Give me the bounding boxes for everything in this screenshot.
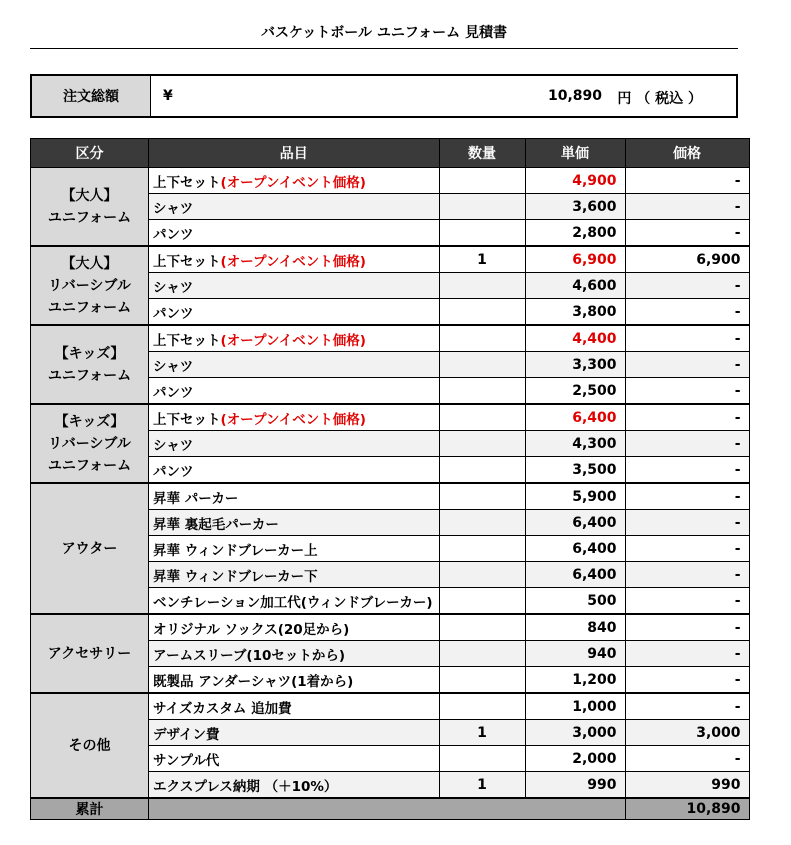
- category-label-line: 【キッズ】: [54, 413, 125, 430]
- item-name-cell: [149, 693, 440, 720]
- item-name: ベンチレーション加工代(ウィンドブレーカー): [153, 594, 433, 611]
- document-title: バスケットボール ユニフォーム 見積書: [260, 25, 508, 41]
- item-name-cell: [149, 510, 440, 536]
- quantity-cell: [439, 220, 525, 247]
- category-cell: [31, 404, 149, 483]
- item-name-cell: [149, 772, 440, 799]
- item-name: 昇華 ウィンドブレーカー下: [153, 568, 318, 585]
- item-name-cell: [149, 588, 440, 615]
- quantity-cell: [439, 352, 525, 378]
- category-label-line: ユニフォーム: [47, 209, 132, 226]
- price-cell: -: [625, 667, 749, 694]
- item-name: 上下セット: [153, 332, 221, 349]
- category-cell: [31, 246, 149, 325]
- unit-price-cell: 4,300: [525, 431, 625, 457]
- header-category: 区分: [31, 139, 149, 168]
- price-cell: -: [625, 404, 749, 431]
- category-label-line: 【大人】: [61, 255, 118, 272]
- price-cell: -: [625, 168, 749, 194]
- quantity-cell: 1: [439, 720, 525, 746]
- item-name: シャツ: [153, 200, 194, 217]
- item-name: パンツ: [153, 226, 194, 243]
- quantity-cell: [439, 457, 525, 484]
- category-label-line: リバーシブル: [48, 435, 131, 452]
- category-label-line: リバーシブル: [48, 277, 131, 294]
- event-price-note: (オープンイベント価格): [220, 411, 366, 428]
- item-name: シャツ: [153, 437, 194, 454]
- price-cell: -: [625, 220, 749, 247]
- price-cell: -: [625, 431, 749, 457]
- category-cell: [31, 325, 149, 404]
- order-total-unit: 円 （ 税込 ）: [617, 91, 702, 107]
- unit-price-cell: 4,600: [525, 273, 625, 299]
- item-name-cell: [149, 220, 440, 247]
- total-row: [31, 798, 750, 820]
- price-cell: -: [625, 299, 749, 326]
- title-divider: [30, 48, 738, 49]
- price-cell: -: [625, 562, 749, 588]
- price-cell: -: [625, 352, 749, 378]
- unit-price-cell: 840: [525, 614, 625, 641]
- table-row: [31, 168, 750, 194]
- price-cell: -: [625, 536, 749, 562]
- quantity-cell: [439, 746, 525, 772]
- item-name-cell: [149, 431, 440, 457]
- item-name: 上下セット: [153, 253, 221, 270]
- item-name-cell: [149, 536, 440, 562]
- item-name: 上下セット: [153, 411, 221, 428]
- price-cell: -: [625, 693, 749, 720]
- item-name: パンツ: [153, 384, 194, 401]
- category-cell: [31, 168, 149, 247]
- total-label: 累計: [31, 798, 149, 820]
- item-name: サイズカスタム 追加費: [153, 700, 292, 717]
- category-cell: [31, 693, 149, 798]
- unit-price-cell: 6,400: [525, 562, 625, 588]
- price-cell: -: [625, 614, 749, 641]
- unit-price-cell: 3,000: [525, 720, 625, 746]
- item-name-cell: [149, 325, 440, 352]
- item-name-cell: [149, 378, 440, 405]
- total-spacer: [149, 798, 626, 820]
- quantity-cell: [439, 378, 525, 405]
- order-total-amount: 10,890: [547, 88, 602, 104]
- quantity-cell: [439, 483, 525, 510]
- quantity-cell: [439, 588, 525, 615]
- category-label-line: ユニフォーム: [47, 299, 132, 316]
- quantity-cell: [439, 536, 525, 562]
- item-name-cell: [149, 273, 440, 299]
- item-name-cell: [149, 404, 440, 431]
- quantity-cell: [439, 641, 525, 667]
- unit-price-cell: 3,600: [525, 194, 625, 220]
- category-label-line: その他: [68, 737, 111, 754]
- category-label-line: ユニフォーム: [47, 367, 132, 384]
- item-name-cell: [149, 246, 440, 273]
- unit-price-cell: 2,000: [525, 746, 625, 772]
- event-price-note: (オープンイベント価格): [220, 253, 366, 270]
- price-cell: -: [625, 588, 749, 615]
- price-cell: 990: [625, 772, 749, 799]
- item-name: 昇華 パーカー: [153, 490, 239, 507]
- quantity-cell: 1: [439, 246, 525, 273]
- quantity-cell: [439, 404, 525, 431]
- price-cell: 6,900: [625, 246, 749, 273]
- quantity-cell: [439, 562, 525, 588]
- unit-price-cell: 6,400: [525, 510, 625, 536]
- price-cell: -: [625, 273, 749, 299]
- item-name: シャツ: [153, 279, 194, 296]
- price-cell: -: [625, 510, 749, 536]
- header-unit-price: 単価: [525, 139, 625, 168]
- item-name: 昇華 裏起毛パーカー: [153, 516, 279, 533]
- price-cell: -: [625, 378, 749, 405]
- item-name-cell: [149, 667, 440, 694]
- unit-price-cell: 3,800: [525, 299, 625, 326]
- unit-price-cell: 3,300: [525, 352, 625, 378]
- quantity-cell: [439, 273, 525, 299]
- unit-price-cell: 6,400: [525, 404, 625, 431]
- item-name-cell: [149, 641, 440, 667]
- header-item: 品目: [149, 139, 440, 168]
- quantity-cell: [439, 194, 525, 220]
- price-cell: -: [625, 746, 749, 772]
- total-value: 10,890: [625, 798, 749, 820]
- item-name: 上下セット: [153, 174, 221, 191]
- quote-table: [30, 138, 750, 820]
- item-name: エクスプレス納期 （＋10%）: [153, 778, 338, 795]
- table-row: [31, 614, 750, 641]
- category-label-line: 【大人】: [61, 187, 118, 204]
- item-name-cell: [149, 194, 440, 220]
- category-label-line: アクセサリー: [47, 645, 132, 662]
- table-row: [31, 404, 750, 431]
- unit-price-cell: 6,900: [525, 246, 625, 273]
- item-name-cell: [149, 168, 440, 194]
- item-name-cell: [149, 746, 440, 772]
- quantity-cell: [439, 431, 525, 457]
- event-price-note: (オープンイベント価格): [220, 174, 366, 191]
- item-name-cell: [149, 483, 440, 510]
- item-name: パンツ: [153, 463, 194, 480]
- quantity-cell: [439, 510, 525, 536]
- quantity-cell: [439, 667, 525, 694]
- table-row: [31, 325, 750, 352]
- quantity-cell: [439, 693, 525, 720]
- unit-price-cell: 4,400: [525, 325, 625, 352]
- item-name: サンプル代: [153, 752, 220, 769]
- category-cell: [31, 614, 149, 693]
- item-name: 既製品 アンダーシャツ(1着から): [153, 673, 354, 690]
- price-cell: -: [625, 483, 749, 510]
- item-name: アームスリーブ(10セットから): [153, 647, 346, 664]
- quantity-cell: [439, 325, 525, 352]
- item-name-cell: [149, 299, 440, 326]
- header-quantity: 数量: [439, 139, 525, 168]
- quantity-cell: [439, 614, 525, 641]
- unit-price-cell: 6,400: [525, 536, 625, 562]
- event-price-note: (オープンイベント価格): [220, 332, 366, 349]
- item-name: パンツ: [153, 305, 194, 322]
- item-name: オリジナル ソックス(20足から): [153, 621, 350, 638]
- price-cell: -: [625, 325, 749, 352]
- category-label-line: ユニフォーム: [47, 457, 132, 474]
- item-name-cell: [149, 457, 440, 484]
- category-label-line: 【キッズ】: [54, 345, 125, 362]
- unit-price-cell: 2,800: [525, 220, 625, 247]
- currency-symbol: ¥: [163, 88, 173, 104]
- header-price: 価格: [625, 139, 749, 168]
- quantity-cell: [439, 168, 525, 194]
- table-row: [31, 693, 750, 720]
- quantity-cell: 1: [439, 772, 525, 799]
- unit-price-cell: 500: [525, 588, 625, 615]
- unit-price-cell: 3,500: [525, 457, 625, 484]
- price-cell: -: [625, 194, 749, 220]
- unit-price-cell: 4,900: [525, 168, 625, 194]
- category-cell: [31, 483, 149, 614]
- order-total-box: [30, 74, 738, 118]
- table-row: [31, 483, 750, 510]
- order-total-label: 注文総額: [32, 76, 151, 116]
- price-cell: -: [625, 457, 749, 484]
- item-name: デザイン費: [153, 726, 220, 743]
- order-total-value-cell: [151, 76, 736, 116]
- unit-price-cell: 990: [525, 772, 625, 799]
- price-cell: 3,000: [625, 720, 749, 746]
- item-name-cell: [149, 720, 440, 746]
- unit-price-cell: 1,000: [525, 693, 625, 720]
- quantity-cell: [439, 299, 525, 326]
- unit-price-cell: 5,900: [525, 483, 625, 510]
- unit-price-cell: 940: [525, 641, 625, 667]
- table-row: [31, 246, 750, 273]
- unit-price-cell: 1,200: [525, 667, 625, 694]
- item-name: シャツ: [153, 358, 194, 375]
- price-cell: -: [625, 641, 749, 667]
- category-label-line: アウター: [61, 540, 118, 557]
- table-header-row: [31, 139, 750, 168]
- item-name-cell: [149, 614, 440, 641]
- item-name-cell: [149, 562, 440, 588]
- item-name-cell: [149, 352, 440, 378]
- unit-price-cell: 2,500: [525, 378, 625, 405]
- item-name: 昇華 ウィンドブレーカー上: [153, 542, 318, 559]
